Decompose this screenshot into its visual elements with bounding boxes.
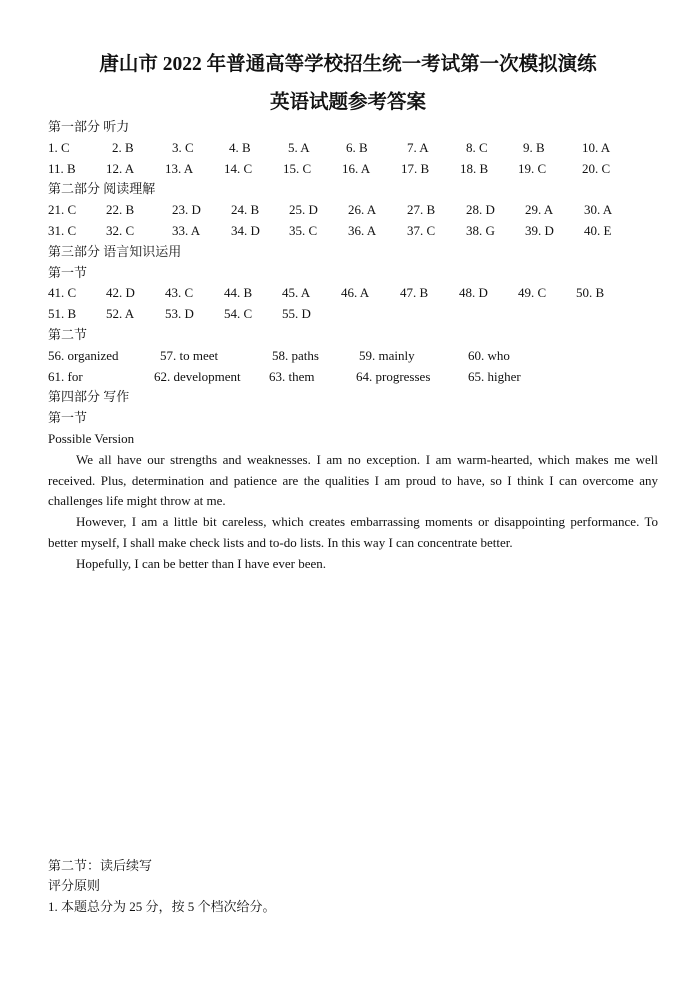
answer-row — [48, 200, 658, 221]
answer-row — [48, 304, 658, 325]
answer-item: 55. D — [282, 306, 311, 322]
answer-item: 44. B — [224, 285, 253, 301]
answer-item: 43. C — [165, 285, 194, 301]
answer-item: 24. B — [231, 202, 260, 218]
answer-item: 51. B — [48, 306, 77, 322]
answer-item: 63. them — [269, 368, 315, 384]
part3-heading: 第三部分 语言知识运用 — [48, 243, 182, 259]
answer-item: 49. C — [518, 285, 547, 301]
answer-item: 57. to meet — [160, 347, 219, 363]
answer-item: 50. B — [576, 285, 605, 301]
answer-item: 58. paths — [272, 347, 319, 363]
criteria-label: 评分原则 — [48, 878, 101, 894]
answer-item: 9. B — [523, 139, 545, 155]
answer-item: 33. A — [172, 222, 201, 238]
answer-item: 47. B — [400, 285, 429, 301]
essay-paragraph: However, I am a little bit careless, which creates embarrassing moments or disappointing performance. To better myself, I shall make check lists and to-do lists. In this way I can concentrate better. — [48, 514, 658, 550]
answer-item: 30. A — [584, 202, 613, 218]
answer-item: 52. A — [106, 306, 135, 322]
document-title: 唐山市 2022 年普通高等学校招生统一考试第一次模拟演练 — [99, 54, 597, 75]
essay-paragraph: Hopefully, I can be better than I have ever been. — [76, 555, 327, 571]
answer-item: 38. G — [466, 222, 495, 238]
answer-item: 4. B — [229, 139, 251, 155]
answer-item: 14. C — [224, 160, 253, 176]
answer-item: 59. mainly — [359, 347, 415, 363]
answer-item: 64. progresses — [356, 368, 431, 384]
answer-item: 35. C — [289, 222, 318, 238]
section-heading: 第二节 — [48, 326, 88, 342]
answer-item: 61. for — [48, 368, 83, 384]
scoring-rule: 1. 本题总分为 25 分，按 5 个档次给分。 — [48, 899, 276, 915]
answer-item: 23. D — [172, 202, 201, 218]
blank-space — [48, 575, 658, 856]
answer-item: 28. D — [466, 202, 495, 218]
answer-row — [48, 138, 658, 159]
version-label: Possible Version — [48, 430, 135, 446]
answer-item: 45. A — [282, 285, 311, 301]
answer-item: 19. C — [518, 160, 547, 176]
answer-row — [48, 159, 658, 180]
answer-item: 25. D — [289, 202, 318, 218]
answer-item: 34. D — [231, 222, 260, 238]
answer-item: 36. A — [348, 222, 377, 238]
answer-item: 62. development — [154, 368, 241, 384]
answer-item: 2. B — [112, 139, 134, 155]
answer-item: 40. E — [584, 222, 612, 238]
part4-heading: 第四部分 写作 — [48, 389, 130, 405]
answer-item: 65. higher — [468, 368, 521, 384]
answer-item: 53. D — [165, 306, 194, 322]
answer-item: 27. B — [407, 202, 436, 218]
answer-item: 22. B — [106, 202, 135, 218]
part1-heading: 第一部分 听力 — [48, 119, 130, 134]
answer-item: 5. A — [288, 139, 310, 155]
section-heading: 第一节 — [48, 410, 88, 426]
answer-item: 6. B — [346, 139, 368, 155]
answer-item: 18. B — [460, 160, 489, 176]
section-heading: 第二节：读后续写 — [48, 857, 153, 873]
answer-item: 20. C — [582, 160, 611, 176]
answer-item: 3. C — [172, 139, 194, 155]
answer-item: 8. C — [466, 139, 488, 155]
answer-item: 54. C — [224, 306, 253, 322]
answer-item: 21. C — [48, 202, 77, 218]
answer-item: 32. C — [106, 222, 135, 238]
answer-item: 46. A — [341, 285, 370, 301]
answer-row — [48, 221, 658, 242]
answer-item: 41. C — [48, 285, 77, 301]
answer-item: 37. C — [407, 222, 436, 238]
answer-item: 12. A — [106, 160, 135, 176]
answer-item: 29. A — [525, 202, 554, 218]
section-heading: 第一节 — [48, 264, 88, 280]
answer-item: 42. D — [106, 285, 135, 301]
answer-item: 31. C — [48, 222, 77, 238]
part2-heading: 第二部分 阅读理解 — [48, 181, 156, 197]
answer-item: 1. C — [48, 139, 70, 155]
answer-row — [48, 367, 658, 388]
document-subtitle: 英语试题参考答案 — [269, 92, 426, 113]
answer-row — [48, 283, 658, 304]
essay-paragraph: We all have our strengths and weaknesses. I am no exception. I am warm-hearted, which makes me well received. Plus, determination and patience are the qualities I am proud to have, so I think I can overcome any challenges life might throw at me. — [48, 451, 658, 509]
answer-item: 48. D — [459, 285, 488, 301]
answer-item: 26. A — [348, 202, 377, 218]
answer-content — [48, 117, 658, 918]
answer-item: 17. B — [401, 160, 430, 176]
answer-item: 56. organized — [48, 347, 119, 363]
answer-item: 10. A — [582, 139, 611, 155]
answer-item: 60. who — [468, 347, 510, 363]
answer-item: 39. D — [525, 222, 554, 238]
answer-item: 7. A — [407, 139, 429, 155]
answer-item: 16. A — [342, 160, 371, 176]
answer-row — [48, 346, 658, 367]
answer-item: 11. B — [48, 160, 76, 176]
answer-item: 13. A — [165, 160, 194, 176]
answer-item: 15. C — [283, 160, 312, 176]
